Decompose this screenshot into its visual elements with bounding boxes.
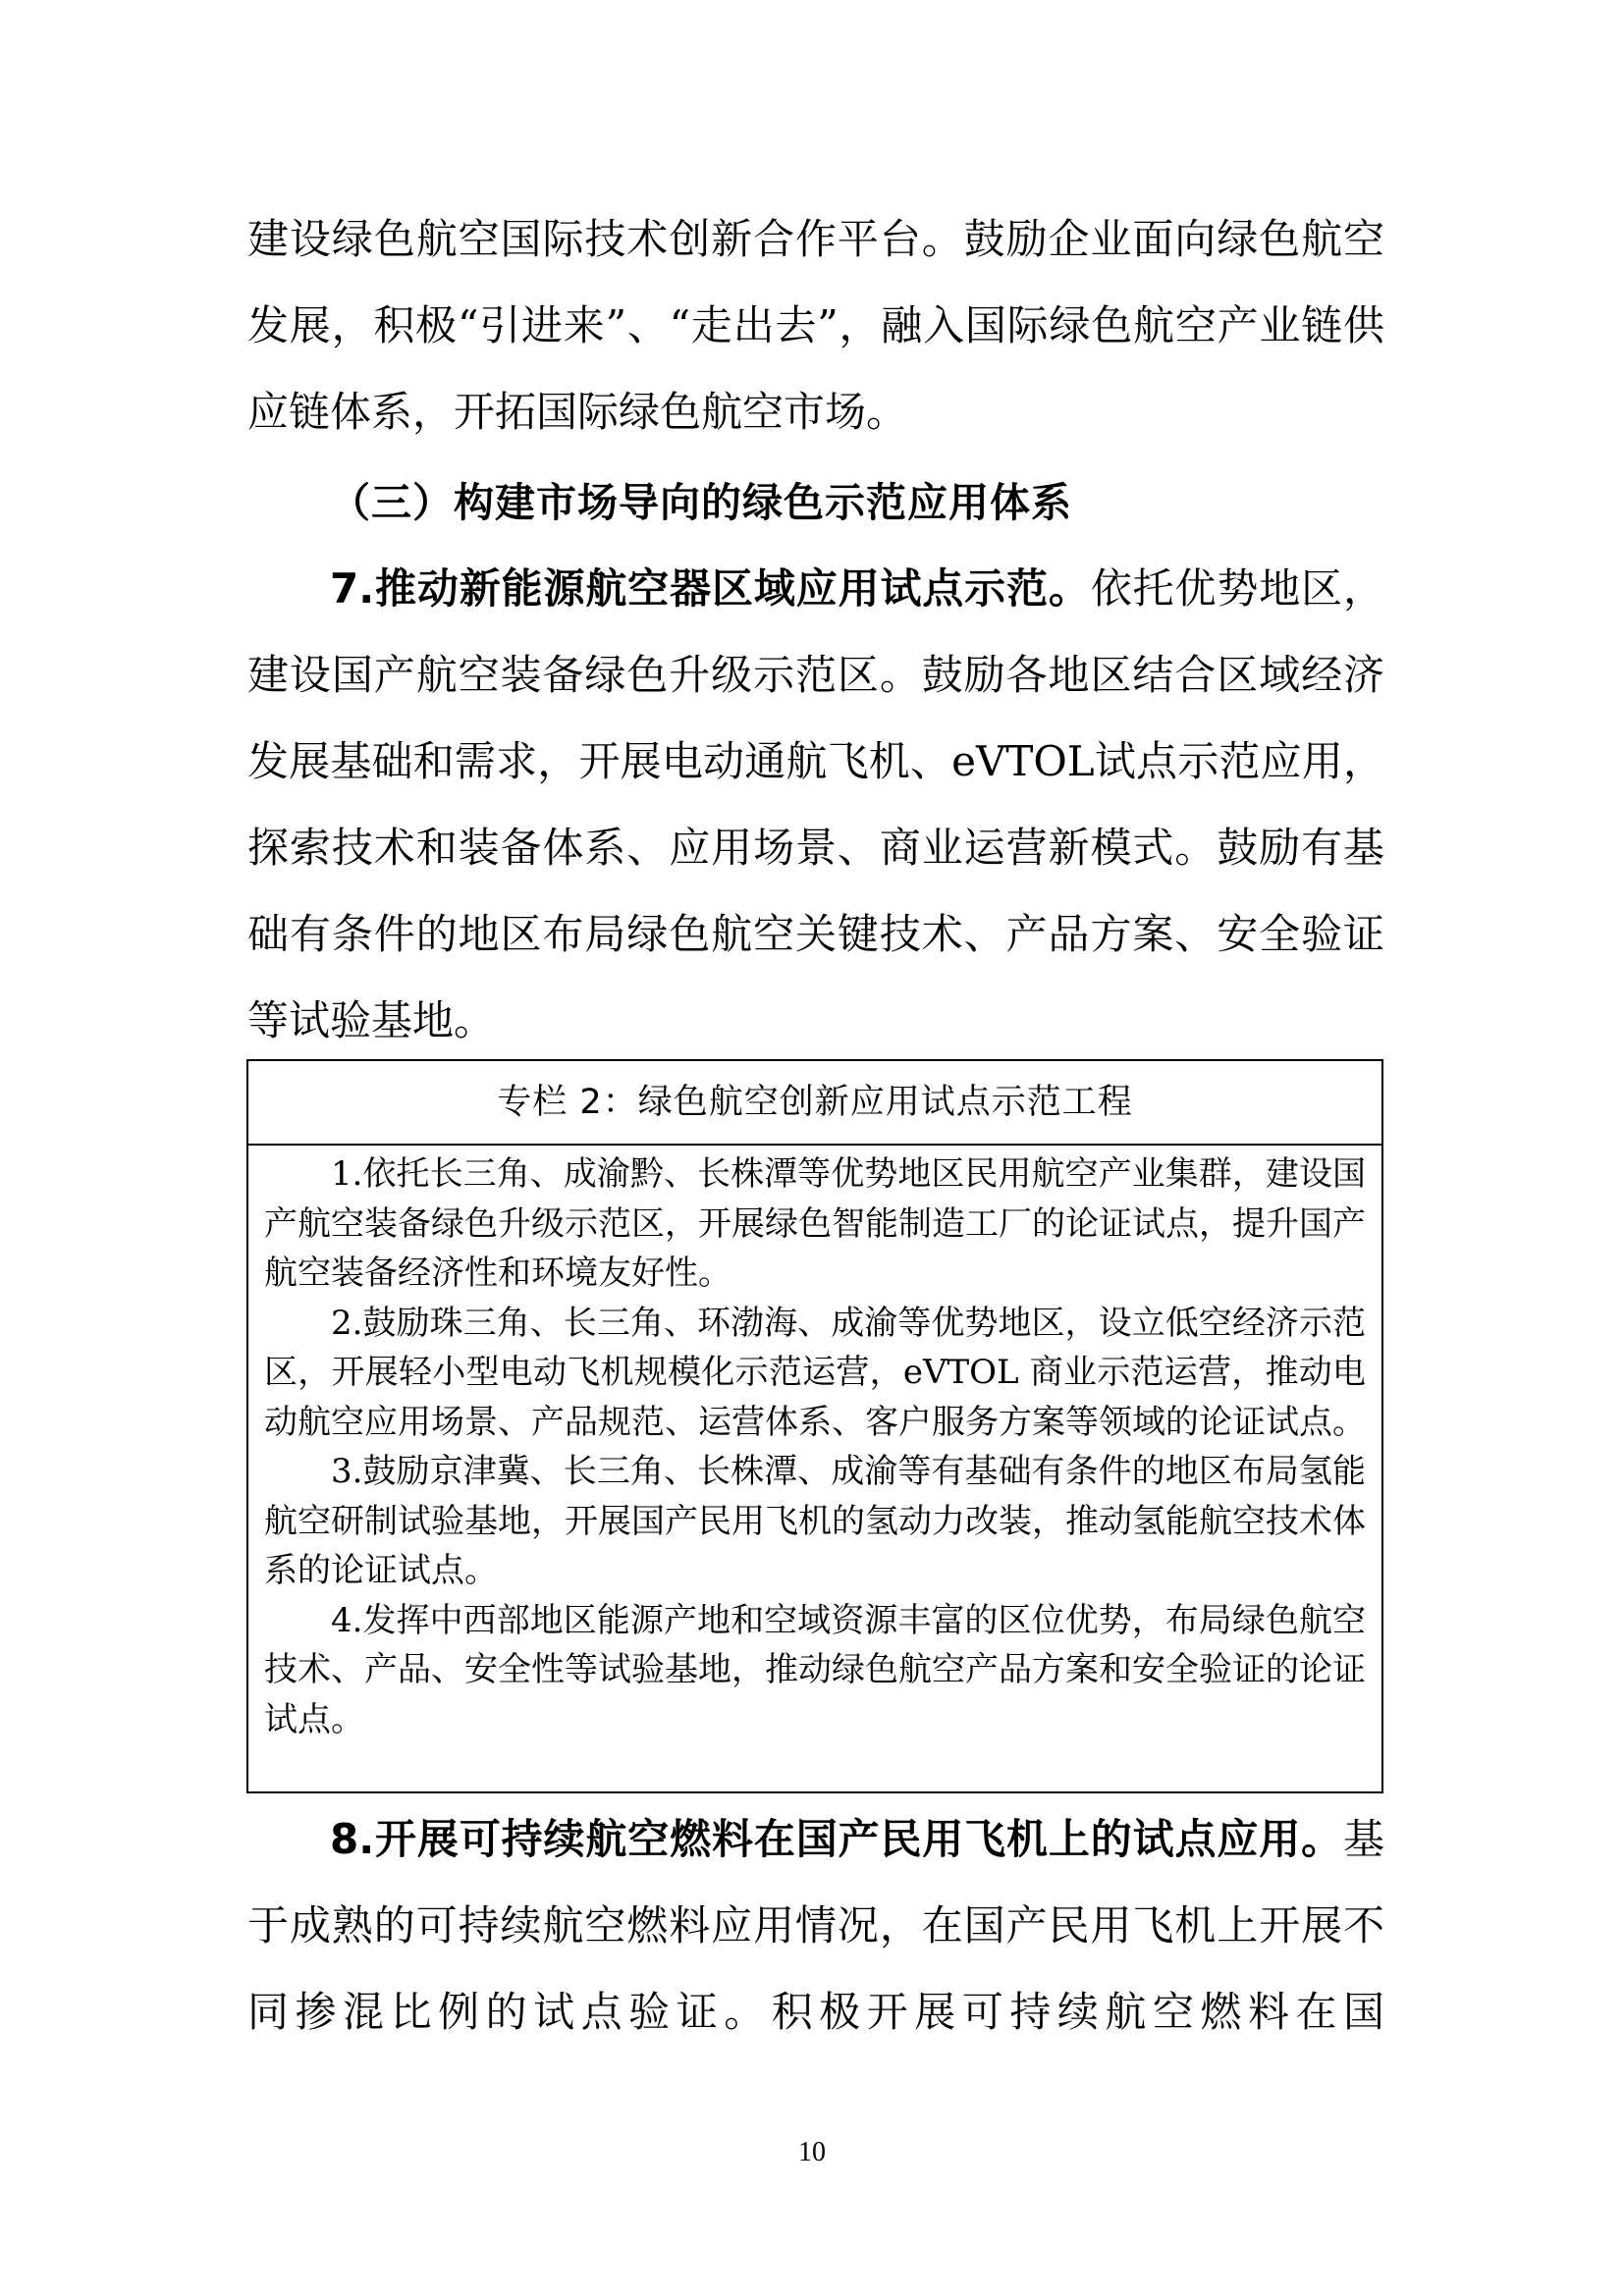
box-item: 3.鼓励京津冀、长三角、长株潭、成渝等有基础有条件的地区布局氢能航空研制试验基地，开展国产民用飞机的氢动力改装，推动氢能航空技术体系的论证试点。 [264,1452,1366,1590]
paragraph-item-7 [247,546,1384,1064]
paragraph-intro [247,196,1384,455]
box-body [248,1146,1381,1744]
item-text: 依托优势地区，建设国产航空装备绿色升级示范区。鼓励各地区结合区域经济发展基础和需求，开展电动通航飞机、eVTOL试点示范应用，探索技术和装备体系、应用场景、商业运营新模式。鼓励有基础有条件的地区布局绿色航空关键技术、产品方案、安全验证等试验基地。 [247,564,1384,1044]
paragraph-item-8 [247,1796,1384,2056]
box-title: 专栏 2：绿色航空创新应用试点示范工程 [248,1061,1381,1146]
paragraph-text [247,1796,1384,2056]
feature-box [246,1059,1383,1793]
paragraph-text: 建设绿色航空国际技术创新合作平台。鼓励企业面向绿色航空发展，积极“引进来”、“走出去”，融入国际绿色航空产业链供应链体系，开拓国际绿色航空市场。 [247,215,1384,436]
page-number: 10 [798,2137,826,2167]
section-heading: （三）构建市场导向的绿色示范应用体系 [330,479,1072,526]
item-title: 7.推动新能源航空器区域应用试点示范。 [330,564,1091,613]
box-item: 1.依托长三角、成渝黔、长株潭等优势地区民用航空产业集群，建设国产航空装备绿色升级示范区，开展绿色智能制造工厂的论证试点，提升国产航空装备经济性和环境友好性。 [264,1154,1366,1293]
item-text: 基于成熟的可持续航空燃料应用情况，在国产民用飞机上开展不同掺混比例的试点验证。积极开展可持续航空燃料在国 [247,1815,1384,2036]
paragraph-text [247,546,1384,1064]
item-title: 8.开展可持续航空燃料在国产民用飞机上的试点应用。 [330,1815,1343,1863]
box-item: 4.发挥中西部地区能源产地和空域资源丰富的区位优势，布局绿色航空技术、产品、安全性等试验基地，推动绿色航空产品方案和安全验证的论证试点。 [264,1600,1366,1739]
box-item: 2.鼓励珠三角、长三角、环渤海、成渝等优势地区，设立低空经济示范区，开展轻小型电动飞机规模化示范运营，eVTOL 商业示范运营，推动电动航空应用场景、产品规范、运营体系、客户服务方案等领域的论证试点。 [264,1303,1366,1442]
